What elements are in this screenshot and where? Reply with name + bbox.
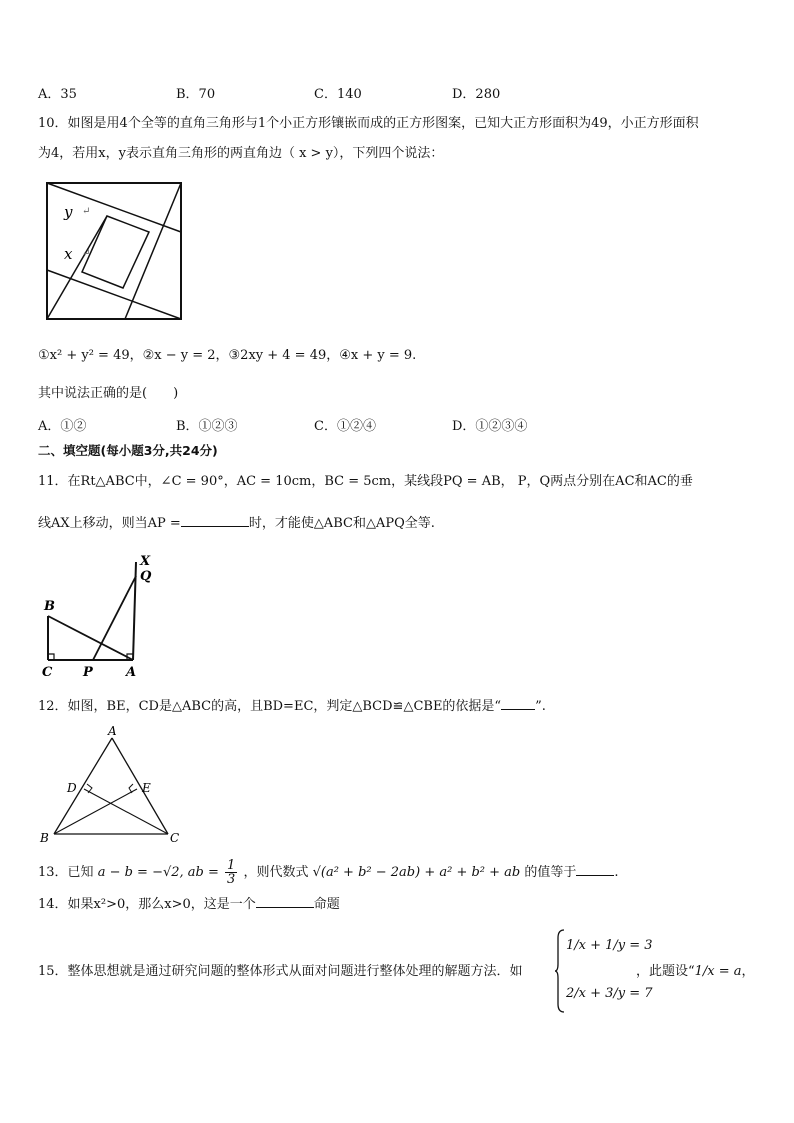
q11-label-p: P — [83, 665, 93, 680]
q12-label-e: E — [142, 781, 151, 795]
q10-question: 其中说法正确的是( ) — [38, 386, 179, 401]
q12-label-c: C — [170, 831, 180, 845]
q13-condition: a − b = −√2, ab = — [97, 865, 219, 880]
q12-label-a: A — [108, 724, 117, 738]
svg-text:↵: ↵ — [82, 206, 91, 217]
q10-label-x: x — [64, 245, 73, 263]
q11-label-a: A — [126, 665, 137, 680]
q13-text-d: . — [614, 865, 619, 880]
q11-line2-b: 时，才能使△ABC和△APQ全等. — [248, 516, 435, 531]
q10-choice-a: A．①② — [38, 419, 87, 434]
q14-text-b: 命题 — [313, 897, 340, 912]
q10-choice-c: C．①②④ — [314, 419, 376, 434]
q10-label-y: y — [64, 203, 73, 221]
q12-text-b: ”. — [535, 699, 546, 714]
q13-text-c: 的值等于 — [524, 865, 577, 880]
q10-inner-square — [82, 216, 149, 288]
q15-brace — [554, 928, 566, 1014]
q13-answer-blank[interactable] — [576, 863, 614, 876]
q13-frac-den: 3 — [227, 872, 236, 887]
q14-text-a: 14．如果x²>0，那么x>0，这是一个 — [38, 897, 256, 912]
q15-text-b: ，此题设“ — [636, 964, 695, 979]
q11-line2-a: 线AX上移动，则当AP = — [38, 516, 181, 531]
q12-label-d: D — [67, 781, 77, 795]
q11-label-x: X — [140, 554, 151, 569]
q13-frac-num: 1 — [227, 858, 236, 873]
q12-answer-blank[interactable] — [501, 697, 535, 710]
q9-choice-c: C．140 — [314, 87, 362, 102]
q12-text-a: 12．如图，BE，CD是△ABC的高，且BD=EC，判定△BCD≌△CBE的依据是“ — [38, 699, 502, 714]
q11-line1: 11．在Rt△ABC中，∠C = 90°，AC = 10cm，BC = 5cm，某线段PQ = AB， P，Q两点分别在AC和AC的垂 — [38, 474, 693, 489]
q11-label-q: Q — [140, 569, 152, 584]
q10-choice-b: B．①②③ — [176, 419, 238, 434]
q14-text — [38, 895, 340, 914]
q11-figure — [38, 552, 168, 682]
q13-fraction — [225, 859, 237, 886]
q13-text-a: 13．已知 — [38, 865, 94, 880]
q9-choice-d: D．280 — [452, 87, 501, 102]
q12-figure — [36, 722, 186, 846]
q10-line2: 为4，若用x，y表示直角三角形的两直角边（ x > y），下列四个说法： — [38, 146, 444, 161]
q11-line2 — [38, 514, 435, 533]
q11-label-b: B — [44, 599, 55, 614]
svg-text:↵: ↵ — [82, 248, 91, 259]
q9-choice-b: B．70 — [176, 87, 216, 102]
q9-choices — [38, 83, 758, 101]
q10-choice-d: D．①②③④ — [452, 419, 528, 434]
q10-statements: ①x² + y² = 49，②x − y = 2，③2xy + 4 = 49，④x + y = 9. — [38, 348, 417, 363]
q12-label-b: B — [40, 831, 49, 845]
q11-answer-blank[interactable] — [181, 514, 249, 527]
q10-line1: 10．如图是用4个全等的直角三角形与1个小正方形镶嵌而成的正方形图案，已知大正方形面积为49，小正方形面积 — [38, 116, 699, 131]
q13-text — [38, 859, 619, 886]
q12-text — [38, 697, 546, 716]
q9-choice-a: A．35 — [38, 87, 77, 102]
q15-tail — [636, 963, 755, 981]
q15-eq2: 2/x + 3/y = 7 — [566, 986, 653, 1001]
q15-text-c: ， — [741, 964, 755, 979]
q14-answer-blank[interactable] — [256, 895, 314, 908]
q15-eq1: 1/x + 1/y = 3 — [566, 938, 653, 953]
q13-expression: √(a² + b² − 2ab) + a² + b² + ab — [312, 865, 521, 880]
q15-text-a: 15．整体思想就是通过研究问题的整体形式从面对问题进行整体处理的解题方法．如 — [38, 964, 523, 979]
q13-text-b: ，则代数式 — [243, 865, 309, 880]
section2-heading: 二、填空题(每小题3分,共24分) — [38, 443, 218, 458]
q11-label-c: C — [42, 665, 53, 680]
q10-figure — [44, 180, 184, 322]
q15-sub: 1/x = a — [694, 964, 742, 979]
q10-choices — [38, 415, 758, 433]
